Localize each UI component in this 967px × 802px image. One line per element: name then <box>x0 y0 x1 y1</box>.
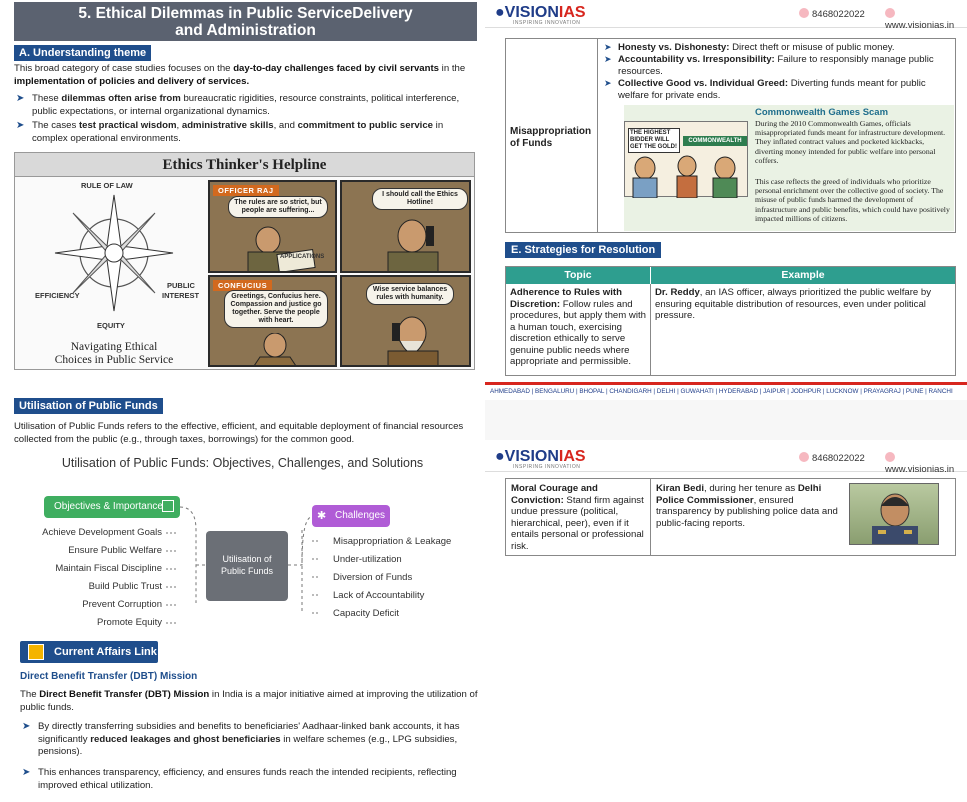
bullet-arrow-icon: ➤ <box>604 42 612 52</box>
vision-ias-header <box>485 0 967 31</box>
cwg-paragraph-2: This case reflects the greed of individuals who prioritize personal enrichment over the collective good of society. The misuse of public funds harmed the development of infrastructure and public benefits, which could have positively impacted millions of citizens. <box>755 177 950 223</box>
bullet-item: ➤ The cases test practical wisdom, administrative skills, and commitment to public service in complex operational environments. <box>16 120 444 144</box>
speech-bubble: Wise service balances rules with humanity. <box>366 283 454 305</box>
confucius-illustration <box>240 333 310 367</box>
bullet-arrow-icon: ➤ <box>22 721 31 732</box>
challenges-node: ✱ Challenges <box>312 505 390 527</box>
cwg-case-box <box>624 105 954 231</box>
logo-mark-icon: ● <box>495 448 505 465</box>
cartoon-sign: THE HIGHEST BIDDER WILL GET THE GOLD! <box>628 128 680 153</box>
cartoon-banner: COMMONWEALTH <box>683 136 747 146</box>
website-link[interactable]: www.visionias.in <box>885 452 967 475</box>
flow-diagram-title: Utilisation of Public Funds: Objectives, Challenges, and Solutions <box>61 456 424 470</box>
helpline-title: Ethics Thinker's Helpline <box>15 153 474 177</box>
column-header-topic: Topic <box>506 267 651 284</box>
newspaper-icon <box>28 644 44 660</box>
phone-number: 8468022022 <box>799 8 865 20</box>
officer-illustration <box>238 226 318 273</box>
speech-bubble: Greetings, Confucius here. Compassion and justice go together. Serve the people with heart. <box>224 290 328 328</box>
right-document-pages <box>485 0 967 802</box>
compass-label-efficiency: EFFICIENCY <box>35 291 80 300</box>
panel-tag: CONFUCIUS <box>213 280 272 291</box>
cwg-paragraph-1: During the 2010 Commonwealth Games, officials misappropriated funds meant for infrastructure development. They inflated contract values and pocketed kickbacks, diverting money intended for public welfare into personal coffers. <box>755 119 946 165</box>
challenge-item: Capacity Deficit <box>333 608 399 619</box>
objective-item: Ensure Public Welfare <box>68 545 162 556</box>
utilisation-heading: Utilisation of Public Funds <box>14 398 163 414</box>
kiran-bedi-photo <box>849 483 939 545</box>
portrait-illustration <box>850 484 939 545</box>
vision-ias-logo: ●VISIONIAS <box>495 4 586 21</box>
comic-panel-hotline-call <box>340 180 471 273</box>
bullet-item: ➤ These dilemmas often arise from bureaucratic rigidities, resource constraints, political interference, public expectations, or internal organizational dynamics. <box>16 93 460 117</box>
chapter-title-banner <box>14 2 477 41</box>
bullet-arrow-icon: ➤ <box>16 93 25 104</box>
vision-ias-logo: ●VISIONIAS <box>495 448 586 465</box>
globe-icon <box>885 8 895 18</box>
panel-tag: OFFICER RAJ <box>213 185 279 196</box>
phone-number: 8468022022 <box>799 452 865 464</box>
challenge-item: Misappropriation & Leakage <box>333 536 452 547</box>
objective-item: Prevent Corruption <box>82 599 162 610</box>
compass-label-rule-of-law: RULE OF LAW <box>81 181 133 190</box>
section-e-heading: E. Strategies for Resolution <box>505 242 661 258</box>
bullet-arrow-icon: ➤ <box>22 767 31 778</box>
challenge-item: Under-utilization <box>333 554 402 565</box>
misappropriation-topic: Misappropriation of Funds <box>506 39 598 232</box>
moral-courage-topic-cell: Moral Courage and Conviction: Stand firm against undue pressure (political, hierarchical, peer), even if it entails personal or professional risk. <box>506 479 651 555</box>
compass-star-icon <box>49 191 179 319</box>
compass-label-public: PUBLIC <box>167 281 195 290</box>
logo-tagline: INSPIRING INNOVATION <box>513 20 581 26</box>
chapter-title-line-1: 5. Ethical Dilemmas in Public ServiceDelivery <box>78 5 413 22</box>
dbt-bullet: ➤ This enhances transparency, efficiency, and ensures funds reach the intended recipients, reflecting improved ethical utilization. <box>22 767 457 791</box>
column-header-example: Example <box>651 267 955 284</box>
cwg-title: Commonwealth Games Scam <box>755 107 889 118</box>
challenge-item: Lack of Accountability <box>333 590 425 601</box>
bullet-arrow-icon: ➤ <box>16 120 25 131</box>
speech-bubble: The rules are so strict, but people are suffering... <box>228 196 328 218</box>
cartoon-figures-illustration <box>625 150 749 198</box>
vision-ias-header <box>485 444 967 475</box>
moral-courage-table-row <box>505 478 956 556</box>
page-gap <box>485 400 967 440</box>
dbt-heading: Direct Benefit Transfer (DBT) Mission <box>20 671 198 682</box>
current-affairs-heading: Current Affairs Link <box>20 641 158 663</box>
comic-panel-officer-raj <box>208 180 337 273</box>
compass-label-equity: EQUITY <box>97 321 125 330</box>
challenge-item: Diversion of Funds <box>333 572 413 583</box>
bullet-arrow-icon: ➤ <box>604 54 612 64</box>
cwg-cartoon <box>624 121 748 197</box>
utilisation-paragraph: Utilisation of Public Funds refers to the effective, efficient, and equitable deployment of financial resources collected from the public (e.g., through taxes, borrowings) for the common good. <box>14 421 464 445</box>
compass-caption: Navigating Ethical Choices in Public Service <box>54 341 174 366</box>
speech-bubble: I should call the Ethics Hotline! <box>372 188 468 210</box>
city-list-footer: AHMEDABAD | BENGALURU | BHOPAL | CHANDIGARH | DELHI | GUWAHATI | HYDERABAD | JAIPUR | JODHPUR | LUCKNOW | PRAYAGRAJ | PUNE | RANCHI <box>485 382 967 396</box>
logo-tagline: INSPIRING INNOVATION <box>513 464 581 470</box>
dbt-bullet: ➤ By directly transferring subsidies and benefits to beneficiaries' Aadhaar-linked bank accounts, it has significantly reduced leakages and ghost beneficiaries in welfare schemes (e.g., LPG subsidies, pensions). <box>22 721 460 757</box>
compass-label-interest: INTEREST <box>162 291 200 300</box>
dbt-paragraph: The Direct Benefit Transfer (DBT) Mission in India is a major initiative aimed at improving the utilization of public funds. <box>20 689 478 713</box>
officer-phone-illustration <box>362 216 462 273</box>
objective-item: Achieve Development Goals <box>42 527 162 538</box>
ethics-helpline-infographic <box>14 152 475 370</box>
objective-item: Promote Equity <box>97 617 162 628</box>
dilemma-bullet: ➤ Collective Good vs. Individual Greed: Diverting funds meant for public welfare for private ends. <box>604 78 926 101</box>
intro-paragraph: This broad category of case studies focuses on the day-to-day challenges faced by civil servants in the implementation of policies and delivery of services. <box>14 63 466 87</box>
objective-item: Maintain Fiscal Discipline <box>55 563 162 574</box>
website-link[interactable]: www.visionias.in <box>885 8 967 31</box>
dilemma-bullet: ➤ Accountability vs. Irresponsibility: Failure to responsibly manage public resources. <box>604 54 934 77</box>
section-a-heading: A. Understanding theme <box>14 45 151 61</box>
comic-panel-confucius <box>208 275 337 367</box>
globe-icon <box>885 452 895 462</box>
objectives-node: Objectives & Importance <box>44 496 180 518</box>
comic-panel-wise-service <box>340 275 471 367</box>
objective-item: Build Public Trust <box>88 581 162 592</box>
ethical-compass-illustration <box>19 181 204 367</box>
phone-icon <box>799 8 809 18</box>
sage-phone-illustration <box>362 313 462 367</box>
misappropriation-table-row <box>505 38 956 233</box>
strategy-example-cell: Dr. Reddy, an IAS officer, always prioritized the public welfare by ensuring equitable distribution of resources, even under political pressure. <box>655 287 932 321</box>
phone-icon <box>799 452 809 462</box>
logo-mark-icon: ● <box>495 4 505 21</box>
dilemma-bullet: ➤ Honesty vs. Dishonesty: Direct theft or misuse of public money. <box>604 42 895 53</box>
puzzle-icon: ✱ <box>317 510 327 522</box>
strategies-table <box>505 266 956 376</box>
center-node: Utilisation of Public Funds <box>206 531 288 601</box>
bullet-arrow-icon: ➤ <box>604 78 612 88</box>
paper-label: APPLICATIONS <box>280 254 325 260</box>
chapter-title-line-2: and Administration <box>175 22 316 39</box>
strategy-topic-cell: Adherence to Rules with Discretion: Follow rules and procedures, but apply them with a human touch, exercising discretion ethically to serve genuine public needs where appropriate and permissible. <box>506 284 651 375</box>
moral-courage-example-cell: Kiran Bedi, during her tenure as Delhi Police Commissioner, ensured transparency by publishing police data and public-facing reports. <box>656 483 838 529</box>
